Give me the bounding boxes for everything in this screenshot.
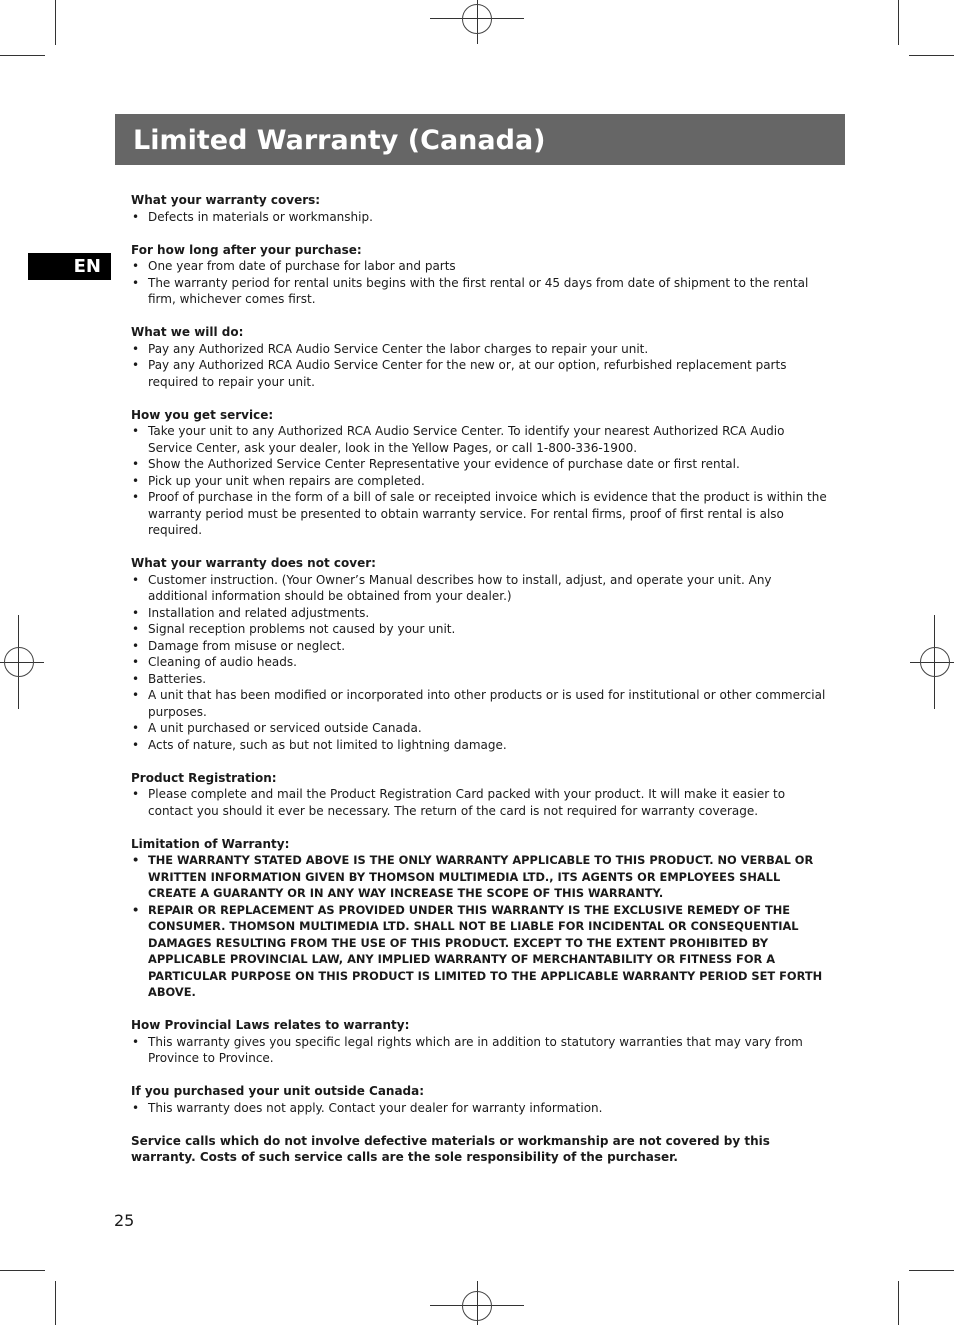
section-outside-canada <box>131 1083 831 1116</box>
crop-mark <box>898 0 899 45</box>
list-item: • A unit purchased or serviced outside Canada. <box>131 720 831 737</box>
bullet-list <box>131 852 831 1001</box>
section-coverage <box>131 192 831 225</box>
list-item: • Defects in materials or workmanship. <box>131 209 831 226</box>
warranty-content <box>131 192 831 1166</box>
section-registration <box>131 770 831 820</box>
crop-mark <box>909 1270 954 1271</box>
list-item: • Cleaning of audio heads. <box>131 654 831 671</box>
service-calls-note: Service calls which do not involve defective materials or workmanship are not covered by this warranty. Costs of such service calls are the sole responsibility of the purchaser. <box>131 1133 770 1164</box>
list-item: • Acts of nature, such as but not limited to lightning damage. <box>131 737 831 754</box>
list-item: • Show the Authorized Service Center Representative your evidence of purchase date or first rental. <box>131 456 831 473</box>
list-item: • Batteries. <box>131 671 831 688</box>
list-item: • Pay any Authorized RCA Audio Service Center the labor charges to repair your unit. <box>131 341 831 358</box>
page-title: Limited Warranty (Canada) <box>133 125 546 156</box>
list-item: • Take your unit to any Authorized RCA Audio Service Center. To identify your nearest Authorized RCA Audio Service Center, ask your dealer, look in the Yellow Pages, or call 1-800-336-1900. <box>131 423 831 456</box>
crop-mark <box>55 1281 56 1325</box>
section-duration <box>131 242 831 308</box>
crop-mark <box>0 1270 45 1271</box>
list-item: • A unit that has been modified or incorporated into other products or is used for institutional or other commercial purposes. <box>131 687 831 720</box>
registration-circle <box>462 4 492 34</box>
page-number: 25 <box>114 1211 135 1230</box>
list-item: • Proof of purchase in the form of a bill of sale or receipted invoice which is evidence that the product is within the warranty period must be presented to obtain warranty service. For rental firms, proof of first rental is also required. <box>131 489 831 539</box>
bullet-list <box>131 1100 831 1117</box>
list-item: • This warranty gives you specific legal rights which are in addition to statutory warranties that may vary from Province to Province. <box>131 1034 831 1067</box>
section-heading: What we will do: <box>131 325 244 339</box>
section-heading: If you purchased your unit outside Canada: <box>131 1084 425 1098</box>
section-heading: Product Registration: <box>131 770 277 785</box>
list-item: • This warranty does not apply. Contact your dealer for warranty information. <box>131 1100 831 1117</box>
registration-circle <box>4 647 34 677</box>
list-item: • One year from date of purchase for labor and parts <box>131 258 831 275</box>
list-item: • The warranty period for rental units begins with the first rental or 45 days from date of shipment to the rental firm, whichever comes first. <box>131 275 831 308</box>
language-tab: EN <box>28 253 111 280</box>
list-item: • Pick up your unit when repairs are completed. <box>131 473 831 490</box>
list-item: • Pay any Authorized RCA Audio Service Center for the new or, at our option, refurbished replacement parts required to repair your unit. <box>131 357 831 390</box>
section-not-covered <box>131 555 831 753</box>
section-what-we-do <box>131 324 831 390</box>
section-get-service <box>131 407 831 539</box>
crop-mark <box>909 55 954 56</box>
bullet-list <box>131 209 831 226</box>
list-item: • Damage from misuse or neglect. <box>131 638 831 655</box>
bullet-list <box>131 341 831 391</box>
list-item: • Signal reception problems not caused by your unit. <box>131 621 831 638</box>
bullet-list <box>131 423 831 539</box>
crop-mark <box>898 1281 899 1325</box>
title-banner <box>115 114 845 165</box>
section-heading: How Provincial Laws relates to warranty: <box>131 1018 410 1032</box>
registration-circle <box>462 1291 492 1321</box>
section-heading: What your warranty covers: <box>131 193 321 207</box>
bullet-list <box>131 258 831 308</box>
bullet-list <box>131 786 831 819</box>
bullet-list <box>131 572 831 754</box>
registration-circle <box>920 647 950 677</box>
list-item: • THE WARRANTY STATED ABOVE IS THE ONLY WARRANTY APPLICABLE TO THIS PRODUCT. NO VERBAL OR WRITTEN INFORMATION GIVEN BY THOMSON MULTIMEDIA LTD., ITS AGENTS OR EMPLOYEES SHALL CREATE A GUARANTY OR IN ANY WAY INCREASE THE SCOPE OF THIS WARRANTY. <box>131 852 831 902</box>
section-heading: What your warranty does not cover: <box>131 556 376 570</box>
crop-mark <box>55 0 56 45</box>
section-heading: How you get service: <box>131 407 274 422</box>
crop-mark <box>0 55 45 56</box>
list-item: • REPAIR OR REPLACEMENT AS PROVIDED UNDER THIS WARRANTY IS THE EXCLUSIVE REMEDY OF THE CONSUMER. THOMSON MULTIMEDIA LTD. SHALL NOT BE LIABLE FOR INCIDENTAL OR CONSEQUENTIAL DAMAGES RESULTING FROM THE USE OF THIS PRODUCT. EXCEPT TO THE EXTENT PROHIBITED BY APPLICABLE PROVINCIAL LAW, ANY IMPLIED WARRANTY OF MERCHANTABILITY OR FITNESS FOR A PARTICULAR PURPOSE ON THIS PRODUCT IS LIMITED TO THE APPLICABLE WARRANTY PERIOD SET FORTH ABOVE. <box>131 902 831 1001</box>
list-item: • Installation and related adjustments. <box>131 605 831 622</box>
list-item: • Please complete and mail the Product Registration Card packed with your product. It will make it easier to contact you should it ever be necessary. The return of the card is not required for warranty coverage. <box>131 786 831 819</box>
list-item: • Customer instruction. (Your Owner’s Manual describes how to install, adjust, and operate your unit. Any additional information should be obtained from your dealer.) <box>131 572 831 605</box>
bullet-list <box>131 1034 831 1067</box>
section-limitation <box>131 836 831 1001</box>
section-provincial-laws <box>131 1017 831 1067</box>
section-heading: For how long after your purchase: <box>131 242 362 257</box>
section-heading: Limitation of Warranty: <box>131 836 290 851</box>
